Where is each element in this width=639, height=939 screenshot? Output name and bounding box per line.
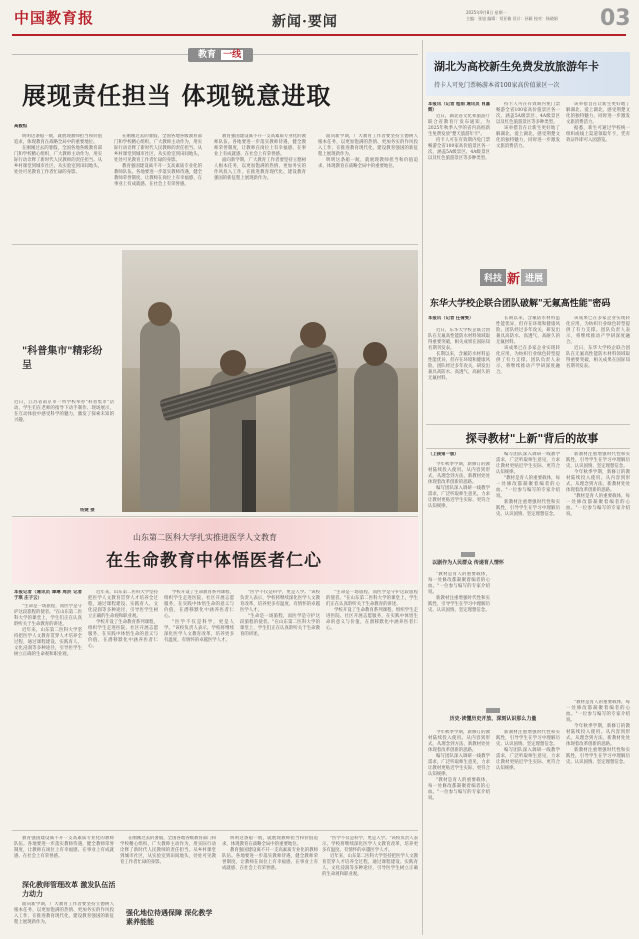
right-top-subheadline: 持卡人可免门票畅游本省100家高价值景区一次	[434, 82, 560, 89]
feature-body-col5	[326, 590, 418, 824]
textbook-body-col2	[496, 452, 560, 692]
feature-body-col4	[240, 590, 320, 824]
column-banner-suffix: 一线	[223, 50, 242, 60]
student-figure	[363, 342, 387, 366]
right-top-paragraph: 持卡人可在有效期内免门票畅游全省100家高价值景区各一次，涵盖5A级景区、4A级景区以及红色旅游景区等多种类型。	[496, 102, 560, 125]
feature-paragraph: 近年来，山东第二医科大学坚持把医学人文教育贯穿人才培养全过程，通过课程建设、实践育人、文化浸润等多种途径，引导医学生树立正确的生命观和职业观。	[14, 628, 82, 657]
textbook-paragraph: 编写团队深入调研一线教学需求，广泛听取师生意见，力求让教材更贴近学生实际、更符合认知规律。	[496, 452, 560, 475]
right-top-paragraph: 据悉，新生可通过学校统一组织或线上渠道领取年卡，凭有效证件即可入园游览。	[566, 126, 630, 143]
lead-body-col1	[14, 134, 102, 240]
page-number: 03	[600, 6, 631, 31]
tech-body-col3	[566, 316, 630, 418]
lead-paragraph: 教育强国建设离不开一支高素质专业化的教师队伍。各地要进一步落实教师待遇，健全教师荣誉制度，让教师在岗位上有幸福感、在事业上有成就感、在社会上有荣誉感。	[214, 134, 306, 157]
feature-body-col1	[14, 604, 82, 824]
tech-paragraph: 该成果已在多家企业实现转化应用，为纺织行业绿色转型提供了有力支撑。团队负责人表示，将继续推动产学研深度融合。	[496, 346, 560, 375]
lead-photo	[122, 250, 418, 512]
textbook-body-col2b	[496, 730, 560, 936]
lower-paragraph: 在刚刚过去的暑假，全国各地各级教育部门和学校精心组织，广大教师主动作为，用实际行动诠释了新时代人民教师的责任担当。从乡村课堂到城市社区，从实验室到田间地头，处处可见教育工作者忙碌的身影。	[120, 836, 216, 865]
lead-paragraph: 明明这条船一航，就展现教师担当和价值追求，体现教育在战略全局中的重要地位。	[14, 134, 102, 145]
section-title: 新闻·要闻	[272, 14, 338, 30]
textbook-paragraph: 新教材注重增强时代性和实践性，引导学生在学习中理解历史、认识国情、坚定理想信念。	[496, 730, 560, 747]
textbook-title-rule	[426, 448, 630, 449]
column-banner	[12, 48, 418, 62]
textbook-paragraph: 新教材注重增强时代性和实践性，引导学生在学习中理解历史、认识国情、坚定理想信念。	[496, 500, 560, 517]
tech-label-highlight: 新	[507, 271, 521, 287]
textbook-subhead-2-text: 历史·读懂历史开放、深刻认识那么力量	[449, 716, 537, 722]
photo-caption-text: 近日，江苏省南京市一所学校举办"科普集市"活动，学生们在老师的指导下动手制作、现场展示，在互动体验中感受科学的魅力，激发了探索未知的兴趣。	[14, 400, 114, 423]
feature-paragraph: "医学不仅是科学，更是人学。"该校负责人表示，学校将继续深化医学人文教育改革，培养更多有温度、有情怀的卓越医学人才。	[164, 620, 234, 643]
column-banner-prefix: 教育	[198, 50, 217, 60]
lower-body-col3	[222, 836, 318, 936]
right-top-paragraph: 该举措旨在让新生更好地了解湖北、爱上湖北，感受荆楚文化的独特魅力，同时进一步激发文旅消费活力。	[566, 102, 630, 125]
lead-paragraph: 面向新学期，广大教育工作者要坚持立德树人根本任务，以更加饱满的热情、更加务实的作风投入工作，在推进教育现代化、建设教育强国的新征程上展现新作为。	[214, 158, 306, 181]
textbook-paragraph: "教材是育人的重要载体，每一处修改都凝聚着编者的心血。"一位参与编写的专家介绍说。	[428, 778, 490, 801]
textbook-paragraph: 编写团队深入调研一线教学需求，广泛听取师生意见，力求让教材更贴近学生实际、更符合认知规律。	[428, 754, 490, 777]
feature-body-col3	[164, 590, 234, 824]
textbook-paragraph: "教材是育人的重要载体，每一处修改都凝聚着编者的心血。"一位参与编写的专家介绍说。	[566, 494, 630, 517]
newspaper-logo: 中国教育报	[14, 9, 95, 27]
lower-paragraph: 近年来，山东第二医科大学坚持把医学人文教育贯穿人才培养全过程，通过课程建设、实践育人、文化浸润等多种途径，引导医学生树立正确的生命观和职业观。	[322, 854, 418, 877]
feature-paragraph: 学校开设了生命教育系列课程，组织学生走进医院、社区开展志愿服务，在实践中体悟生命的意义与价值，在潜移默化中涵养医者仁心。	[88, 620, 158, 649]
lead-bottom-rule	[12, 244, 418, 245]
lower-paragraph: 教育强国建设离不开一支高素质专业化的教师队伍。各地要进一步落实教师待遇，健全教师荣誉制度，让教师在岗位上有幸福感、在事业上有成就感、在社会上有荣誉感。	[14, 836, 114, 859]
student-figure	[148, 302, 172, 326]
subhead-marker-icon	[486, 708, 500, 713]
header-rule	[12, 34, 626, 36]
student-figure	[220, 350, 246, 376]
textbook-body-col1c	[428, 730, 490, 936]
right-top-paragraph: 近日，湖北省文化和旅游厅联合省教育厅发布通知，为2025年秋季入学的省内高校新生免费发放"楚天旅游年卡"。	[428, 114, 490, 137]
lead-paragraph: 在刚刚过去的暑假，全国各地各级教育部门和学校精心组织，广大教师主动作为，用实际行动诠释了新时代人民教师的责任担当。从乡村课堂到城市社区，从实验室到田间地头，处处可见教育工作者忙碌的身影。	[14, 146, 102, 175]
lead-body-col3	[214, 134, 306, 240]
tech-paragraph: 该成果已在多家企业实现转化应用，为纺织行业绿色转型提供了有力支撑。团队负责人表示，将继续推动产学研深度融合。	[566, 316, 630, 345]
lead-paragraph: 明明这条船一航，就展现教师担当和价值追求，体现教育在战略全局中的重要地位。	[318, 158, 418, 169]
lower-body-col2	[120, 836, 216, 906]
textbook-paragraph: 编写团队深入调研一线教学需求，广泛听取师生意见，力求让教材更贴近学生实际、更符合认知规律。	[496, 748, 560, 771]
tech-body-col1	[428, 328, 490, 418]
textbook-paragraph: 新教材注重增强时代性和实践性，引导学生在学习中理解历史、认识国情、坚定理想信念。	[428, 596, 490, 613]
textbook-paragraph: 今年秋季学期，新修订的教材陆续投入使用。从内容到形式，从理念到方法，新教材处处体现着改革创新的思路。	[428, 730, 490, 753]
right-top-body-col1	[428, 114, 490, 266]
subhead-left-1: 深化教师管理改革 激发队伍活力动力	[22, 880, 116, 898]
right-top-paragraph: 持卡人可在有效期内免门票畅游全省100家高价值景区各一次，涵盖5A级景区、4A级景区以及红色旅游景区等多种类型。	[428, 138, 490, 161]
tech-section-label	[480, 268, 547, 286]
textbook-paragraph: 新教材注重增强时代性和实践性，引导学生在学习中理解历史、认识国情、坚定理想信念。	[566, 452, 630, 469]
feature-body-col2	[88, 590, 158, 824]
student-figure	[300, 322, 326, 348]
right-top-paragraph: 该举措旨在让新生更好地了解湖北、爱上湖北，感受荆楚文化的独特魅力，同时进一步激发文旅消费活力。	[496, 126, 560, 149]
tech-bottom-rule	[426, 424, 630, 425]
tech-headline: 东华大学校企联合团队破解"无氟高性能"密码	[430, 299, 611, 309]
textbook-body-col3	[566, 452, 630, 692]
textbook-paragraph: "教材是育人的重要载体，每一处修改都凝聚着编者的心血。"一位参与编写的专家介绍说。	[428, 572, 490, 595]
lead-body-col4	[318, 134, 418, 240]
textbook-headline: 探寻教材"上新"背后的故事	[465, 432, 599, 445]
student-figure	[354, 362, 398, 512]
textbook-body-col3b	[566, 700, 630, 936]
lower-paragraph: 明明这条船一航，就展现教师担当和价值追求，体现教育在战略全局中的重要地位。	[222, 836, 318, 847]
feature-paragraph: "生命是一场旅程，而医学是守护这段旅程的使者。"在山东第二医科大学的课堂上，学生们正在认真聆听关于生命教育的讲述。	[14, 604, 82, 627]
tech-paragraph: 近日，东华大学校企联合团队在无氟高性能防水材料领域取得重要突破，相关成果在国际知名期刊发表。	[566, 346, 630, 369]
textbook-paragraph: "教材是育人的重要载体，每一处修改都凝聚着编者的心血。"一位参与编写的专家介绍说。	[566, 700, 630, 723]
textbook-paragraph: 新教材注重增强时代性和实践性，引导学生在学习中理解历史、认识国情、坚定理想信念。	[566, 748, 630, 765]
lower-paragraph: 教育强国建设离不开一支高素质专业化的教师队伍。各地要进一步落实教师待遇，健全教师荣誉制度，让教师在岗位上有幸福感、在事业上有成就感、在社会上有荣誉感。	[222, 848, 318, 871]
textbook-byline: （上接第一版）	[428, 452, 459, 457]
feature-paragraph: "生命是一场旅程，而医学是守护这段旅程的使者。"在山东第二医科大学的课堂上，学生们正在认真聆听关于生命教育的讲述。	[326, 590, 418, 607]
textbook-paragraph: 今年秋季学期，新修订的教材陆续投入使用。从内容到形式，从理念到方法，新教材处处体现着改革创新的思路。	[428, 462, 490, 485]
textbook-body-col1a	[428, 462, 490, 546]
tech-label-prefix: 科技	[480, 269, 506, 286]
feature-paragraph: 学校开设了生命教育系列课程，组织学生走进医院、社区开展志愿服务，在实践中体悟生命的意义与价值，在潜移默化中涵养医者仁心。	[164, 590, 234, 619]
feature-paragraph: "医学不仅是科学，更是人学。"该校负责人表示，学校将继续深化医学人文教育改革，培养更多有温度、有情怀的卓越医学人才。	[240, 590, 320, 613]
tech-label-suffix: 进展	[521, 269, 547, 286]
lead-paragraph: 教育强国建设离不开一支高素质专业化的教师队伍。各地要进一步落实教师待遇，健全教师荣誉制度，让教师在岗位上有幸福感、在事业上有成就感、在社会上有荣誉感。	[114, 164, 202, 187]
photo-bottom-rule	[12, 516, 418, 517]
subhead-marker-icon	[461, 552, 475, 557]
tech-paragraph: 长期以来，含氟防水材料虽性能优异，但存在环境和健康风险。团队经过多年攻关，研发出兼具高防水、高透气、高耐久的无氟材料。	[428, 352, 490, 381]
lead-paragraph: 在刚刚过去的暑假，全国各地各级教育部门和学校精心组织，广大教师主动作为，用实际行动诠释了新时代人民教师的责任担当。从乡村课堂到城市社区，从实验室到田间地头，处处可见教育工作者忙碌的身影。	[114, 134, 202, 163]
lower-body-col1b	[14, 902, 114, 936]
lower-paragraph: "医学不仅是科学，更是人学。"该校负责人表示，学校将继续深化医学人文教育改革，培养更多有温度、有情怀的卓越医学人才。	[322, 836, 418, 853]
lead-headline: 展现责任担当 体现锐意进取	[22, 81, 332, 110]
tech-paragraph: 近日，东华大学校企联合团队在无氟高性能防水材料领域取得重要突破，相关成果在国际知名期刊发表。	[428, 328, 490, 351]
tech-byline: 本报讯（记者 任倩雯）	[428, 316, 474, 321]
gatling-stand	[242, 420, 256, 512]
lower-paragraph: 面向新学期，广大教育工作者要坚持立德树人根本任务，以更加饱满的热情、更加务实的作风投入工作，在推进教育现代化、建设教育强国的新征程上展现新作为。	[14, 902, 114, 925]
tech-paragraph: 长期以来，含氟防水材料虽性能优异，但存在环境和健康风险。团队经过多年攻关，研发出兼具高防水、高透气、高耐久的无氟材料。	[496, 316, 560, 345]
textbook-paragraph: 今年秋季学期，新修订的教材陆续投入使用。从内容到形式，从理念到方法，新教材处处体现着改革创新的思路。	[566, 724, 630, 747]
lead-body-col2	[114, 134, 202, 240]
feature-paragraph: "生命是一场旅程，而医学是守护这段旅程的使者。"在山东第二医科大学的课堂上，学生们正在认真聆听关于生命教育的讲述。	[240, 614, 320, 637]
photo-credit: 杨婕 摄	[80, 508, 95, 513]
textbook-paragraph: 编写团队深入调研一线教学需求，广泛听取师生意见，力求让教材更贴近学生实际、更符合认知规律。	[428, 486, 490, 509]
photo-caption-title: "科普集市"精彩纷呈	[22, 346, 103, 371]
feature-kicker: 山东第二医科大学扎实推进医学人文教育	[133, 533, 277, 542]
right-column-divider	[422, 40, 423, 935]
feature-byline: 本报记者（通讯员 谭琳 周洪 记者 于琪 庄子云）	[14, 590, 82, 601]
lead-byline: 高毅恒	[14, 124, 28, 129]
tech-body-col2	[496, 316, 560, 418]
header-date: 2025年9月8日 星期一	[466, 10, 507, 15]
right-top-headline: 湖北为高校新生免费发放旅游年卡	[434, 60, 599, 73]
feature-headline: 在生命教育中体悟医者仁心	[106, 551, 322, 571]
textbook-subhead-2	[428, 708, 558, 722]
feature-bottom-rule	[12, 830, 418, 831]
textbook-paragraph: "教材是育人的重要载体，每一处修改都凝聚着编者的心血。"一位参与编写的专家介绍说。	[496, 476, 560, 499]
feature-paragraph: 近年来，山东第二医科大学坚持把医学人文教育贯穿人才培养全过程，通过课程建设、实践育人、文化浸润等多种途径，引导医学生树立正确的生命观和职业观。	[88, 590, 158, 619]
lower-body-col4	[322, 836, 418, 936]
feature-paragraph: 学校开设了生命教育系列课程，组织学生走进医院、社区开展志愿服务，在实践中体悟生命的意义与价值，在潜移默化中涵养医者仁心。	[326, 608, 418, 631]
lead-paragraph: 面向新学期，广大教育工作者要坚持立德树人根本任务，以更加饱满的热情、更加务实的作风投入工作，在推进教育现代化、建设教育强国的新征程上展现新作为。	[318, 134, 418, 157]
right-top-body-col2	[496, 102, 560, 266]
lower-body-col1	[14, 836, 114, 876]
header-editors: 主编：张旭 编辑：刘亚楠 设计：孙颖 校对：杨晓娟	[466, 16, 558, 21]
subhead-left-2: 强化地位待遇保障 深化教学素养能能	[126, 908, 213, 926]
textbook-paragraph: 今年秋季学期，新修订的教材陆续投入使用。从内容到形式，从理念到方法，新教材处处体现着改革创新的思路。	[566, 470, 630, 493]
textbook-body-col1b	[428, 572, 490, 702]
right-top-body-col3	[566, 102, 630, 266]
right-top-byline: 本报讯（记者 程雨 通讯员 肖嘉辉）	[428, 102, 490, 113]
textbook-subhead-1-text: 以剧作为人民群众 传递育人情怀	[432, 560, 504, 566]
